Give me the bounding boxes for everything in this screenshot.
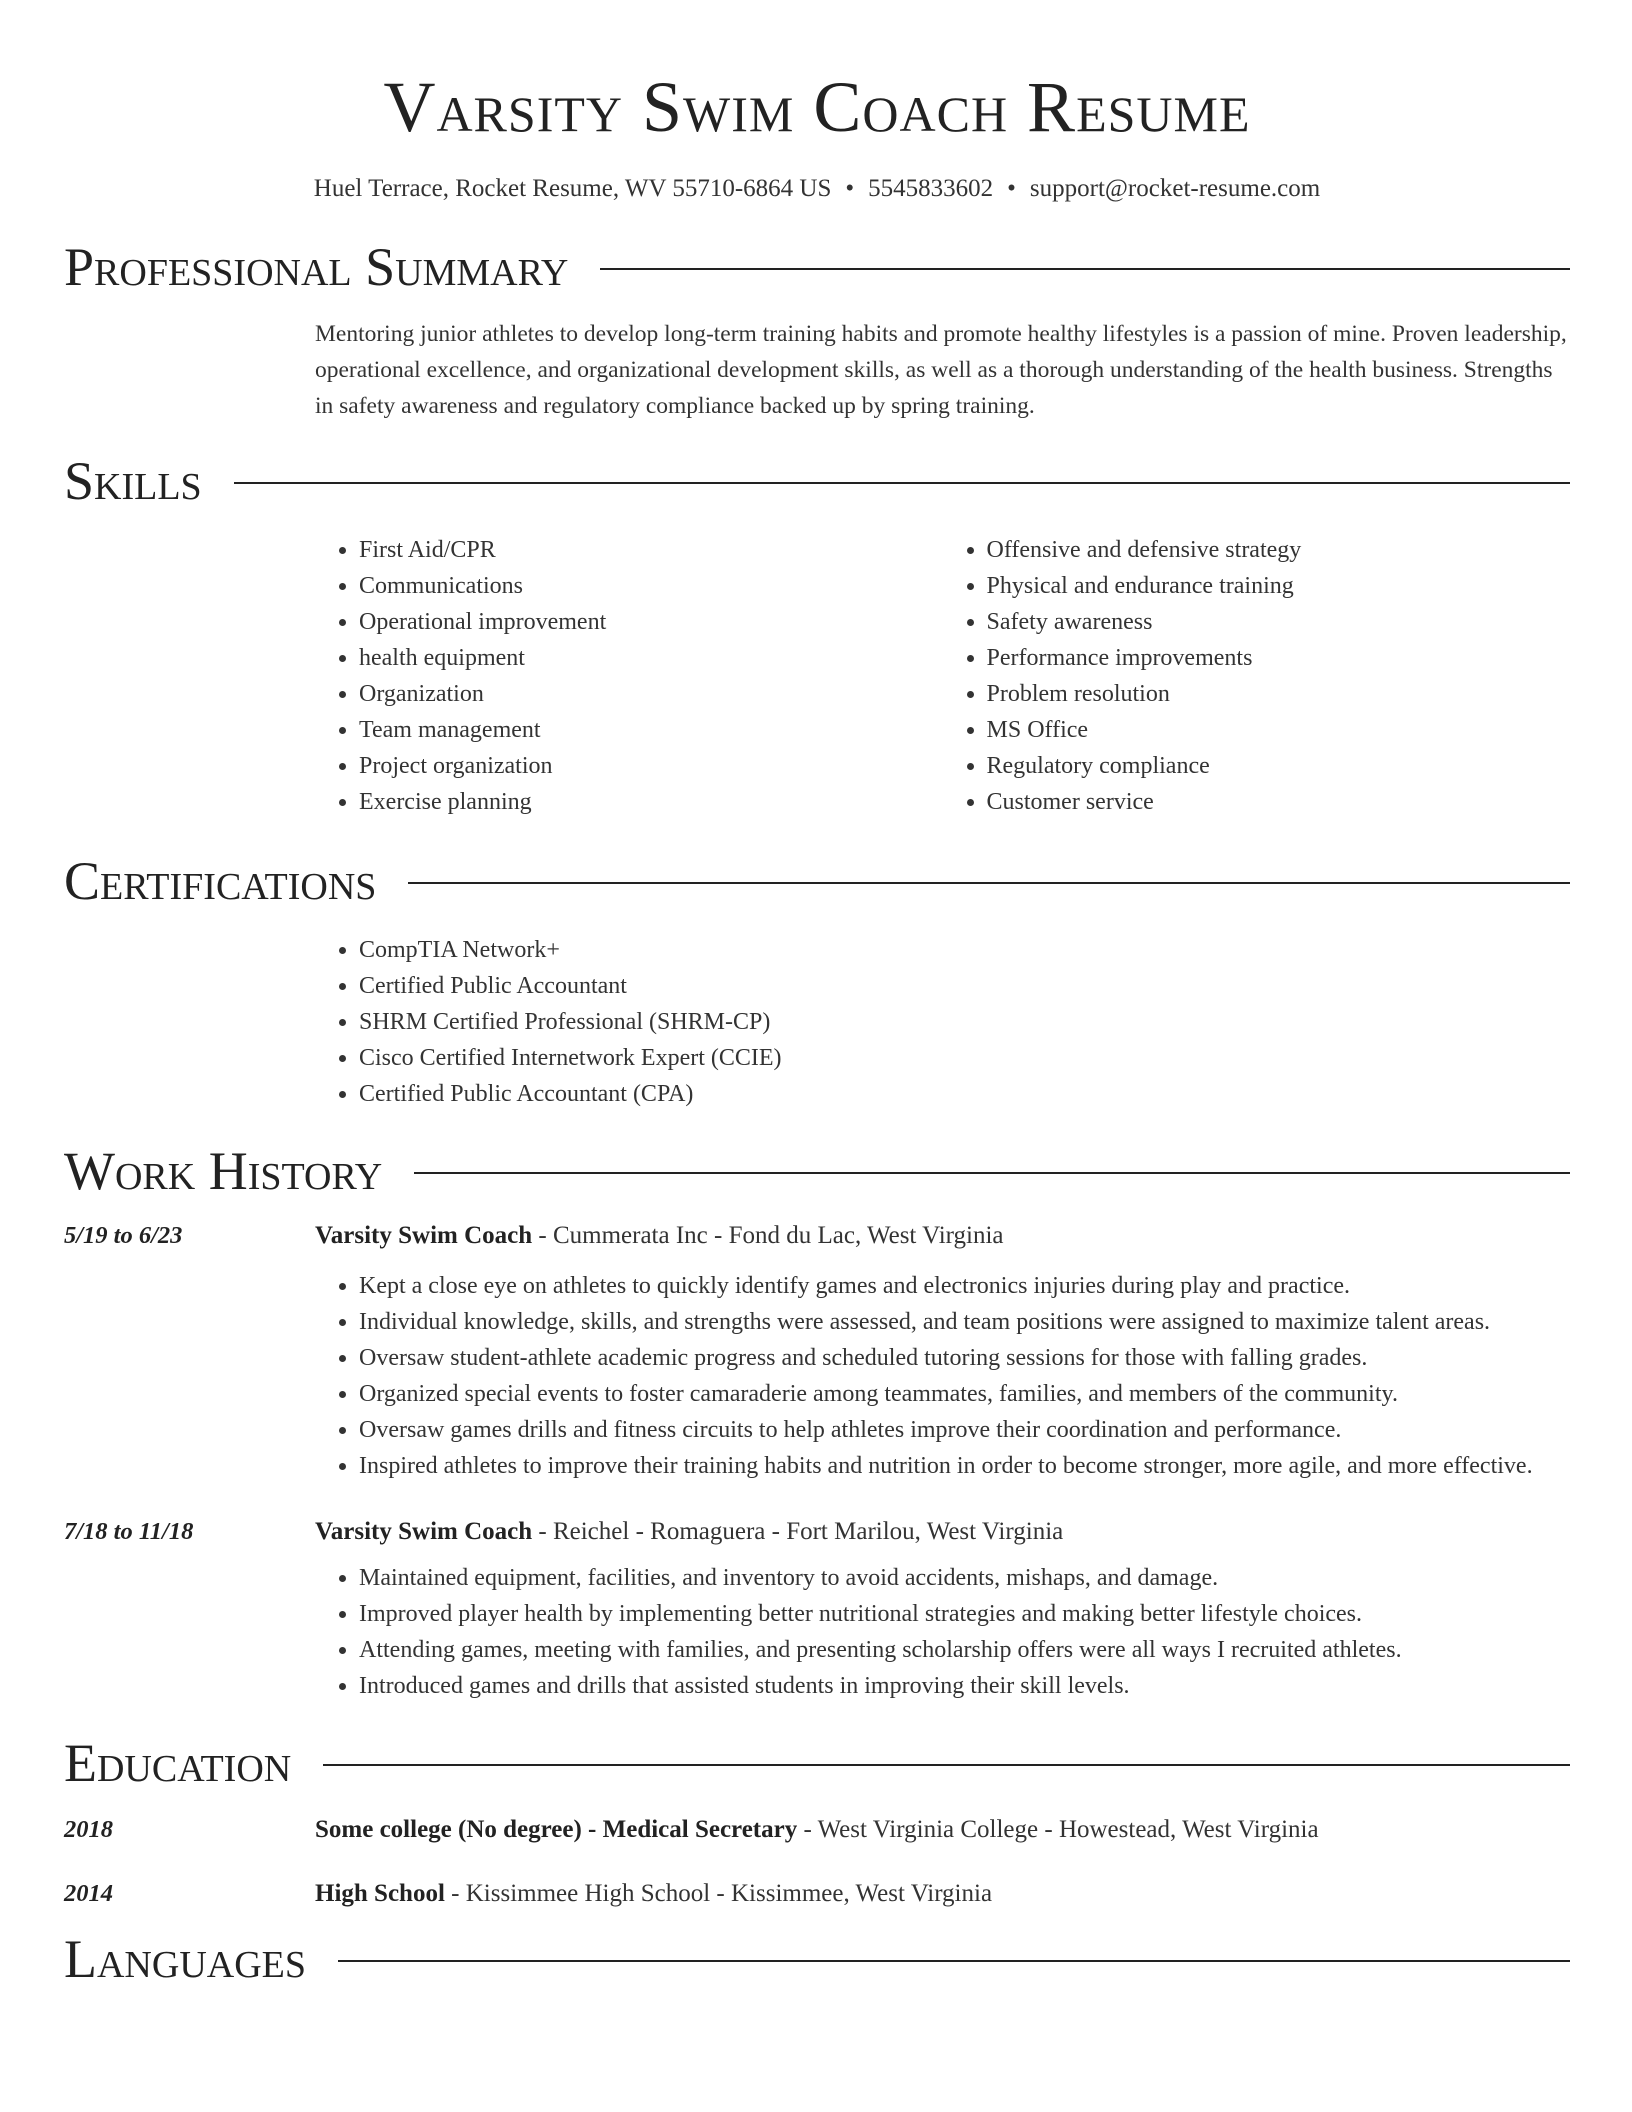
list-item: • Improved player health by implementing better nutritional strategies and making better lifestyle choices. (359, 1596, 1570, 1632)
phone: 5545833602 (868, 175, 994, 202)
section-divider (338, 1960, 1570, 1962)
list-item: • Team management (359, 712, 943, 748)
list-item: • Problem resolution (987, 676, 1571, 712)
job-entry (64, 1518, 1570, 1704)
job-bullets (315, 1560, 1570, 1704)
list-item: • Individual knowledge, skills, and strengths were assessed, and team positions were assigned to maximize talent areas. (359, 1304, 1570, 1340)
section-divider (600, 268, 1570, 270)
list-item: • CompTIA Network+ (359, 932, 1570, 968)
list-item: • Performance improvements (987, 640, 1571, 676)
section-summary-header (64, 236, 1570, 298)
separator: • (845, 175, 855, 202)
list-item: • Organization (359, 676, 943, 712)
job-dates: 7/18 to 11/18 (64, 1518, 194, 1545)
job-employer: - Cummerata Inc - Fond du Lac, West Virginia (532, 1222, 1004, 1249)
list-item: • Cisco Certified Internetwork Expert (CCIE) (359, 1040, 1570, 1076)
section-work-header (64, 1140, 1570, 1202)
education-degree: Some college (No degree) - Medical Secretary (315, 1816, 798, 1843)
section-languages-header (64, 1928, 1570, 1990)
address: Huel Terrace, Rocket Resume, WV 55710-6864 US (313, 175, 832, 202)
education-line (315, 1816, 1319, 1844)
section-divider (408, 882, 1570, 884)
list-item: • Physical and endurance training (987, 568, 1571, 604)
job-title-line (315, 1222, 1004, 1250)
contact-line (64, 172, 1570, 206)
list-item: • Communications (359, 568, 943, 604)
separator: • (1007, 175, 1016, 202)
list-item: • Regulatory compliance (987, 748, 1571, 784)
list-item: • Inspired athletes to improve their training habits and nutrition in order to become stronger, more agile, and more effective. (359, 1448, 1570, 1484)
section-divider (323, 1764, 1570, 1766)
section-divider (234, 482, 1570, 484)
email-link[interactable]: support@rocket-resume.com (1029, 175, 1321, 202)
education-entry (64, 1880, 1570, 1908)
list-item: • Kept a close eye on athletes to quickly identify games and electronics injuries during play and practice. (359, 1268, 1570, 1304)
certifications-items (315, 932, 1570, 1112)
job-role: Varsity Swim Coach (315, 1518, 533, 1545)
list-item: • Certified Public Accountant (359, 968, 1570, 1004)
summary-text: Mentoring junior athletes to develop long-term training habits and promote healthy lifestyles is a passion of mine. Proven leadership, operational excellence, and organizational development skills, as well as a thorough understanding of the health business. Strengths in safety awareness and regulatory compliance backed up by spring training. (315, 321, 1567, 419)
list-item: • Customer service (987, 784, 1571, 820)
skills-column-left (315, 532, 943, 820)
section-certifications-header (64, 850, 1570, 912)
education-year: 2014 (64, 1880, 113, 1907)
job-header (64, 1222, 1570, 1250)
education-degree: High School (315, 1880, 445, 1907)
resume-title: Varsity Swim Coach Resume (383, 67, 1251, 147)
job-entry (64, 1222, 1570, 1484)
section-title: Certifications (64, 851, 377, 911)
list-item: • Introduced games and drills that assisted students in improving their skill levels. (359, 1668, 1570, 1704)
section-title: Professional Summary (64, 237, 569, 297)
job-bullet-list (315, 1560, 1570, 1704)
job-title-line (315, 1518, 1063, 1546)
job-role: Varsity Swim Coach (315, 1222, 533, 1249)
job-dates: 5/19 to 6/23 (64, 1222, 183, 1249)
list-item: • Exercise planning (359, 784, 943, 820)
list-item: • Project organization (359, 748, 943, 784)
list-item: • Maintained equipment, facilities, and inventory to avoid accidents, mishaps, and damage. (359, 1560, 1570, 1596)
education-year: 2018 (64, 1816, 113, 1843)
list-item: • SHRM Certified Professional (SHRM-CP) (359, 1004, 1570, 1040)
list-item: • Operational improvement (359, 604, 943, 640)
list-item: • Organized special events to foster camaraderie among teammates, families, and members of the community. (359, 1376, 1570, 1412)
resume-page (64, 0, 1570, 1990)
education-line (315, 1880, 992, 1908)
section-title: Work History (64, 1141, 383, 1201)
skills-list (315, 532, 1570, 820)
job-employer: - Reichel - Romaguera - Fort Marilou, West Virginia (532, 1518, 1064, 1545)
section-education-header (64, 1732, 1570, 1794)
section-title: Skills (64, 451, 202, 511)
list-item: • Certified Public Accountant (CPA) (359, 1076, 1570, 1112)
list-item: • Offensive and defensive strategy (987, 532, 1571, 568)
education-school: - Kissimmee High School - Kissimmee, West Virginia (444, 1880, 993, 1907)
education-entry (64, 1816, 1570, 1844)
list-item: • Safety awareness (987, 604, 1571, 640)
list-item: • Oversaw games drills and fitness circuits to help athletes improve their coordination and performance. (359, 1412, 1570, 1448)
list-item: • MS Office (987, 712, 1571, 748)
job-bullet-list (315, 1268, 1570, 1484)
section-divider (414, 1172, 1570, 1174)
job-header (64, 1518, 1570, 1546)
certifications-list (315, 932, 1570, 1112)
section-skills-header (64, 450, 1570, 512)
skills-column-right (943, 532, 1571, 820)
list-item: • health equipment (359, 640, 943, 676)
job-bullets (315, 1268, 1570, 1484)
section-title: Education (64, 1733, 292, 1793)
education-school: - West Virginia College - Howestead, West Virginia (797, 1816, 1319, 1843)
section-title: Languages (64, 1929, 306, 1989)
list-item: • Attending games, meeting with families, and presenting scholarship offers were all ways I recruited athletes. (359, 1632, 1570, 1668)
list-item: • First Aid/CPR (359, 532, 943, 568)
list-item: • Oversaw student-athlete academic progress and scheduled tutoring sessions for those with falling grades. (359, 1340, 1570, 1376)
